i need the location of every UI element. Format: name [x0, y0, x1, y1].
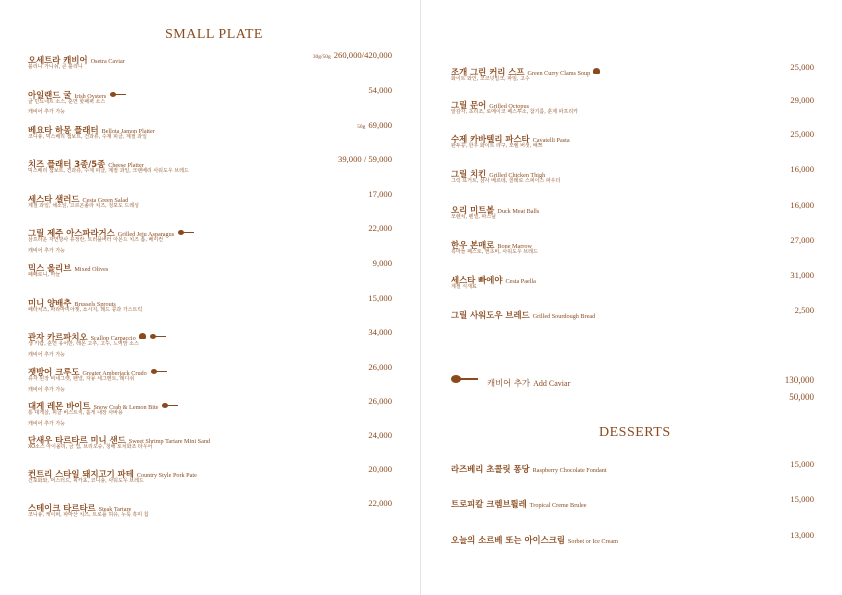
add-caviar-price-1: 130,000 [784, 375, 814, 385]
shell-icon [139, 333, 146, 339]
item-name-ko: 스테이크 타르타르 [28, 503, 96, 513]
item-price: 9,000 [372, 258, 392, 268]
shell-icon [593, 68, 600, 74]
item-name-ko: 수제 카바텔리 파스타 [451, 134, 530, 144]
item-name-ko: 그릴 문어 [451, 100, 487, 110]
dessert-item [451, 530, 814, 545]
item-name-en: Tropical Creme Brulee [529, 502, 587, 509]
menu-item [451, 62, 814, 82]
dessert-item [451, 494, 814, 509]
item-description: 유자 된장 비네그렛, 펜넬, 자몽 세그멘트, 래디쉬 [28, 376, 135, 382]
item-price: 22,000 [368, 498, 392, 508]
item-name-en: Mixed Olives [74, 266, 109, 273]
item-price: 22,000 [368, 223, 392, 233]
menu-item [451, 129, 814, 149]
item-price: 39,000 / 59,000 [338, 154, 392, 164]
item-name-en: Cesta Green Salad [82, 197, 129, 204]
item-price: 26,000 [368, 396, 392, 406]
item-description: 그릭 요거트, 삼사 베르데, 콜레로 스퍼이스 파우더 [451, 178, 561, 184]
item-name-en: Green Curry Clams Soup [527, 70, 591, 77]
item-name-en: Snow Crab & Lemon Bite [93, 404, 159, 411]
item-price: 20,000 [368, 464, 392, 474]
item-name-en: Osetra Caviar [90, 58, 125, 65]
menu-item [28, 120, 392, 140]
item-name-en: Brussels Sprouts [74, 301, 116, 308]
menu-item [28, 362, 392, 393]
item-name-ko: 라즈베리 초콜릿 퐁당 [451, 464, 530, 474]
item-description: 건포화와, 머스터드, 피카쵸, 코니숑, 사워도우 브레드 [28, 478, 144, 484]
item-name-ko: 컨트리 스타일 돼지고기 파테 [28, 469, 134, 479]
item-name-en: Duck Meat Balls [497, 208, 540, 215]
item-price: 31,000 [790, 270, 814, 280]
add-caviar-row [451, 372, 814, 402]
item-description: 페타치즈, 파라마미아젯, 소시지, 레드 콩과 가스트릭 [28, 307, 143, 313]
item-name-ko: 치즈 플래터 3종/5종 [28, 159, 106, 169]
item-addon: 캐비어 추가 가능 [28, 109, 65, 115]
item-price: 54,000 [368, 85, 392, 95]
menu-item [28, 430, 392, 450]
menu-item [451, 164, 814, 184]
item-price: 15,000 [790, 459, 814, 469]
item-name-ko: 아일랜드 굴 [28, 90, 72, 100]
item-name-en: Cavatelli Pasta [532, 137, 570, 144]
menu-item [451, 95, 814, 115]
caviar-spoon-icon [151, 369, 167, 374]
item-price: 16,000 [790, 164, 814, 174]
item-description: 통 대게살, 피클 버스트치, 홀게 내장 사바용 [28, 410, 123, 416]
item-name-ko: 대게 레몬 바이트 [28, 401, 91, 411]
item-name-en: Irish Oysters [74, 93, 107, 100]
small-plate-title: SMALL PLATE [165, 27, 263, 42]
item-name-en: Country Style Pork Pate [136, 472, 197, 479]
item-price: 15,000 [790, 494, 814, 504]
menu-item [28, 85, 392, 115]
item-name-ko: 미니 양배추 [28, 298, 72, 308]
menu-item [451, 200, 814, 220]
item-name-en: Cheese Platter [108, 162, 144, 169]
item-name-ko: 단새우 타르타르 미니 샌드 [28, 435, 126, 445]
item-description: 코니숑, 케이퍼, 파마산 치즈, 트로플 허유, 누룩 흑미 칩 [28, 512, 149, 518]
caviar-spoon-icon [110, 92, 126, 97]
caviar-spoon-icon [162, 403, 178, 408]
menu-item [28, 464, 392, 484]
dessert-item [451, 459, 814, 474]
caviar-spoon-icon [150, 334, 166, 339]
menu-item [451, 235, 814, 255]
item-description: XO소스 아이올리, 금 껍, 브리오슈, 청해 토치화조 타우어 [28, 444, 153, 450]
item-name-en: Sorbet or Ice Cream [567, 538, 618, 545]
menu-item [28, 293, 392, 313]
item-name-en: Grilled Chicken Thigh [489, 172, 546, 179]
item-price-value: 260,000/420,000 [333, 50, 392, 60]
item-description: 모렌치, 펜넬, 파스님 [451, 214, 496, 220]
item-name-en: Grilled Sourdough Bread [532, 313, 596, 320]
item-name-ko: 세스타 빠에야 [451, 275, 503, 285]
item-price: 34,000 [368, 327, 392, 337]
item-description: 흑마늘 페스토, 엔초비, 사워도우 브레드 [451, 249, 538, 255]
item-name-ko: 그릴 제주 아스파라거스 [28, 228, 115, 238]
item-price [357, 120, 392, 130]
item-name-en: Cesta Paella [505, 278, 536, 285]
item-price: 2,500 [794, 305, 814, 315]
item-unit: 30g/50g [312, 54, 331, 60]
item-name-ko: 오리 미트볼 [451, 205, 495, 215]
item-name-ko: 한우 본매로 [451, 240, 495, 250]
item-price: 25,000 [790, 62, 814, 72]
item-description: 블리니 가니쉬, 콘 블리니 [28, 64, 83, 70]
add-caviar-price-2: 50,000 [789, 392, 814, 402]
item-name-en: Grilled Octopus [489, 103, 529, 110]
item-description: 계절 식재료 [451, 284, 477, 290]
item-name-ko: 그릴 치킨 [451, 169, 487, 179]
item-name-ko: 그릴 사워도우 브레드 [451, 310, 530, 320]
item-description: 코니숑, 믹스베리 잼보트, 건과류, 수제 피클, 계절 과일 [28, 134, 147, 140]
menu-item [28, 189, 392, 209]
item-price: 26,000 [368, 362, 392, 372]
item-name-ko: 베요타 하몽 플래터 [28, 125, 99, 135]
item-name-en: Steak Tartare [98, 506, 132, 513]
add-caviar-label [487, 373, 570, 391]
item-name-ko: 믹스 올리브 [28, 263, 72, 273]
item-name-en: Raspberry Chocolate Fondant [532, 467, 607, 474]
item-addon: 캐비어 추가 가능 [28, 352, 65, 358]
item-price: 24,000 [368, 430, 392, 440]
menu-item [451, 270, 814, 290]
item-addon: 캐비어 추가 가능 [28, 387, 65, 393]
item-description: 페페로니, 마늘 [28, 272, 61, 278]
item-addon: 캐비어 추가 가능 [28, 248, 65, 254]
item-name-ko: 오세트라 캐비어 [28, 55, 88, 65]
item-price: 15,000 [368, 293, 392, 303]
item-price: 27,000 [790, 235, 814, 245]
item-description: 굴 민뇨네트 소스, 훈연 핫페퍼 소스 [28, 99, 106, 105]
item-price [313, 50, 392, 60]
caviar-spoon-icon [451, 375, 479, 383]
item-name-ko: 오늘의 소르베 또는 아이스크림 [451, 535, 565, 545]
item-description: 완두콩, 한우 화이트 라구, 모렐 버섯, 배쯔 [451, 143, 543, 149]
item-name-en: Sweet Shrimp Tartare Mini Sand [128, 438, 211, 445]
menu-item [28, 154, 392, 174]
item-unit: 50g [357, 124, 366, 130]
item-name-en: Grilled Jeju Asparagus [117, 231, 175, 238]
item-description: 삼프라운 자연방사 유정란, 트러플버터 아몬드 치즈 폼, 베이컨 [28, 237, 164, 243]
menu-item [28, 396, 392, 427]
item-description: 제철 과일, 채소잎, 고르곤졸라 치즈, 청포도 드레싱 [28, 203, 139, 209]
item-name-ko: 조개 그린 커리 스프 [451, 67, 525, 77]
item-description: 믹스베리 잼보트, 건과류, 수제 피클, 계절 과일, 크랜베리 사워도우 브레드 [28, 168, 189, 174]
item-name-ko: 트로피칼 크렘브륄레 [451, 499, 527, 509]
caviar-spoon-icon [178, 230, 194, 235]
menu-item [28, 498, 392, 518]
item-addon: 캐비어 추가 가능 [28, 421, 65, 427]
item-price: 29,000 [790, 95, 814, 105]
item-price: 13,000 [790, 530, 814, 540]
item-name-en: Scallop Carpaccio [90, 335, 136, 342]
item-description: 생 키람, 훈연 유어만, 레몬 고추, 고수, 느억맘 소스 [28, 341, 139, 347]
right-page [421, 0, 842, 595]
item-price: 16,000 [790, 200, 814, 210]
add-caviar-en: Add Caviar [533, 379, 571, 388]
menu-item [28, 327, 392, 358]
item-name-ko: 세스타 샐러드 [28, 194, 80, 204]
desserts-title: DESSERTS [599, 425, 671, 440]
menu-item [28, 223, 392, 254]
menu-item [28, 50, 392, 70]
add-caviar-ko: 캐비어 추가 [487, 378, 531, 388]
item-description: 화이트 와인, 코코넛밀크, 파임, 고수 [451, 76, 530, 82]
item-name-en: Greater Amberjack Crudo [82, 370, 147, 377]
item-price: 17,000 [368, 189, 392, 199]
item-name-en: Bellota Jamon Platter [101, 128, 155, 135]
item-name-ko: 잿방어 크루도 [28, 367, 80, 377]
menu-item [28, 258, 392, 278]
menu-item [451, 305, 814, 320]
left-page [0, 0, 420, 595]
item-price: 25,000 [790, 129, 814, 139]
item-name-ko: 관자 카르파치오 [28, 332, 88, 342]
item-description: 알감자, 초리조, 로메이코 페스투소, 참기름, 훈제 파프리카 [451, 109, 578, 115]
item-name-en: Bone Marrow [497, 243, 532, 250]
item-price-value: 69,000 [368, 120, 392, 130]
